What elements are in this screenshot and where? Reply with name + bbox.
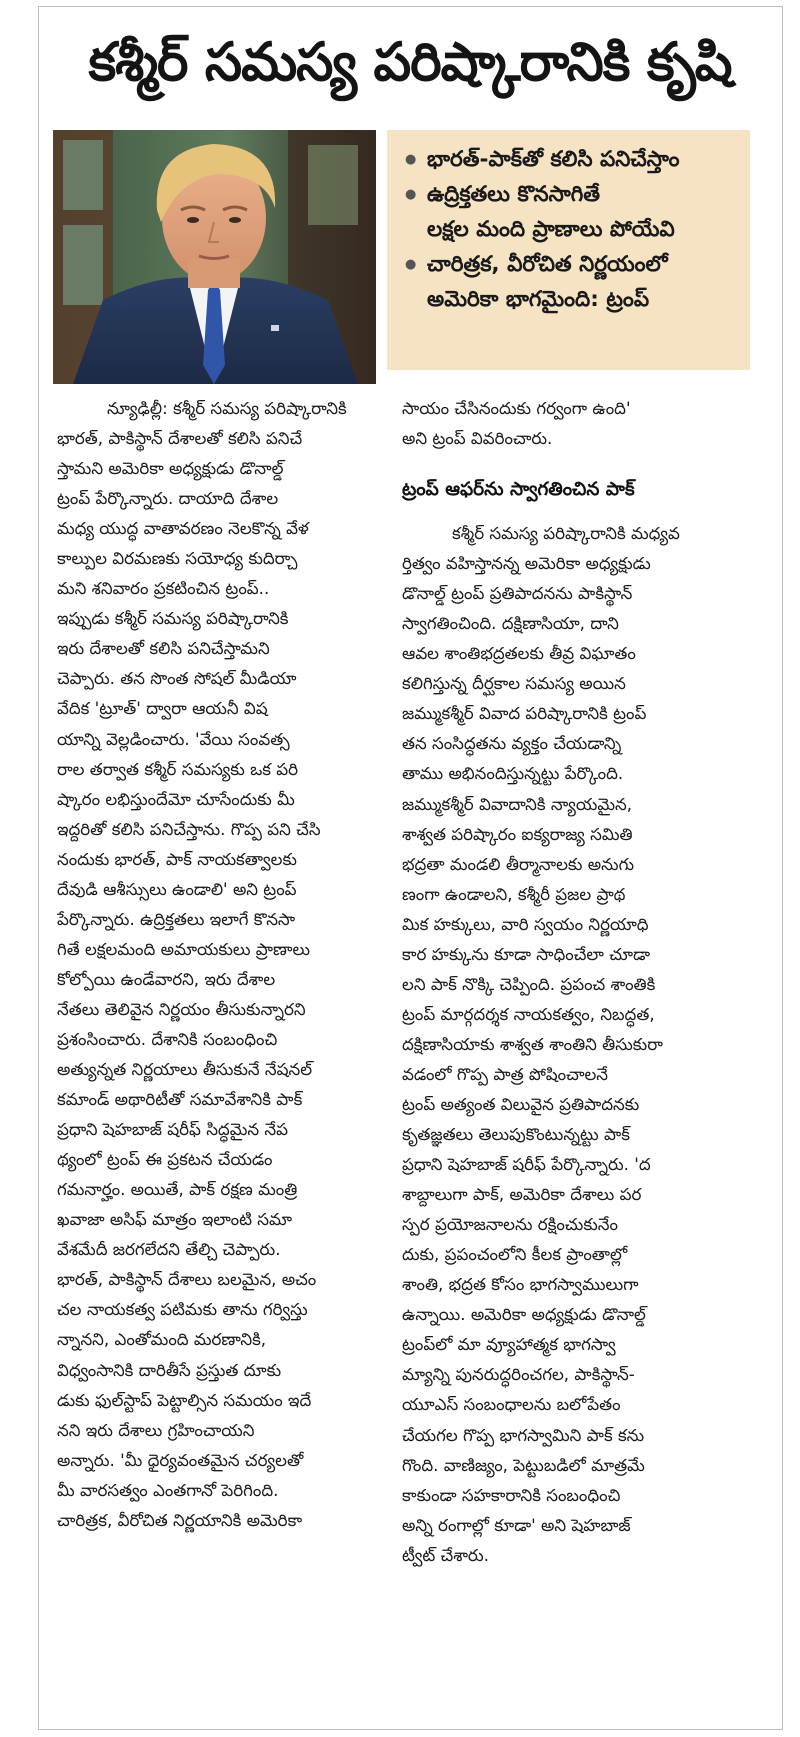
text-line: కలిగిస్తున్న దీర్ఘకాల సమస్య అయిన [402, 673, 626, 694]
text-line: చేయగల గొప్ప భాగస్వామిని పాక్ కను [402, 1424, 645, 1445]
text-line: దుకు, ప్రపంచంలోని కీలక ప్రాంతాల్లో [402, 1244, 628, 1265]
text-line: ఇప్పుడు కశ్మీర్ సమస్య పరిష్కారానికి [57, 608, 289, 629]
news-photo [53, 130, 376, 384]
text-line: తాము అభినందిస్తున్నట్టు పేర్కొంది. [402, 763, 624, 784]
highlights-box [387, 130, 750, 370]
text-line: ట్రంప్ అత్యంత విలువైన ప్రతిపాదనకు [402, 1093, 640, 1114]
text-line: ష్కారం లభిస్తుందేమో చూసేందుకు మీ [57, 788, 295, 809]
article-continuation [402, 393, 749, 453]
text-line: తన సంసిద్ధతను వ్యక్తం చేయడాన్ని [402, 733, 622, 754]
text-line: మధ్య యుద్ధ వాతావరణం నెలకొన్న వేళ [57, 518, 309, 539]
text-line: ట్రంప్ పేర్కొన్నారు. దాయాది దేశాల [57, 488, 279, 509]
text-line: అన్నారు. 'మీ ధైర్యవంతమైన చర్యలతో [57, 1449, 304, 1470]
text-line: ట్రంప్ మార్గదర్శక నాయకత్వం, నిబద్ధత, [402, 1003, 655, 1024]
text-line: ఇద్దరితో కలిసి పనిచేస్తాను. గొప్ప పని చేసి [57, 818, 321, 839]
article-column-right [402, 393, 749, 1570]
text-line: కశ్మీర్ సమస్య పరిష్కారానికి మధ్యవ [452, 523, 680, 544]
text-line: కాకుండా సహకారానికి సంబంధించి [402, 1484, 621, 1505]
text-line: భారత్, పాకిస్థాన్ దేశాలతో కలిసి పనిచే [57, 428, 303, 449]
text-line: వడంలో గొప్ప పాత్ర పోషించాలనే [402, 1063, 609, 1084]
text-line: చారిత్రక, వీరోచిత నిర్ణయానికి అమెరికా [57, 1509, 303, 1530]
text-line: నని ఇరు దేశాలు గ్రహించాయని [57, 1419, 255, 1440]
text-line: శాశ్వత పరిష్కారం ఐక్యరాజ్య సమితి [402, 823, 633, 844]
text-line: ఖవాజా అసిఫ్ మాత్రం ఇలాంటి సమా [57, 1209, 292, 1230]
text-line: మీ వారసత్వం ఎంతగానో పెరిగింది. [57, 1479, 279, 1500]
text-line: దక్షిణాసియాకు శాశ్వత శాంతిని తీసుకురా [402, 1033, 663, 1054]
text-line: ఉన్నాయి. అమెరికా అధ్యక్షుడు డొనాల్డ్ [402, 1304, 646, 1325]
text-line: జమ్ముకశ్మీర్ వివాద పరిష్కారానికి ట్రంప్ [402, 703, 647, 724]
text-line: లని పాక్ నొక్కి చెప్పింది. ప్రపంచ శాంతికి [402, 973, 656, 994]
text-line: శాంతి, భద్రత కోసం భాగస్వాములుగా [402, 1274, 639, 1295]
text-line: అని ట్రంప్ వివరించారు. [402, 428, 553, 449]
text-line: న్నానని, ఎంతోమంది మరణానికి, [57, 1329, 267, 1350]
highlight-item: ● భారత్-పాక్‌తో కలిసి పనిచేస్తాం [405, 142, 738, 177]
text-line: మని శనివారం ప్రకటించిన ట్రంప్.. [57, 578, 270, 599]
article-body-left [57, 393, 404, 1535]
text-line: మ్యాన్ని పునరుద్ధరించగల, పాకిస్థాన్- [402, 1364, 635, 1385]
text-line: గమనార్హం. అయితే, పాక్ రక్షణ మంత్రి [57, 1179, 298, 1200]
text-line: దేవుడి ఆశీస్సులు ఉండాలి' అని ట్రంప్ [57, 878, 297, 899]
text-line: ట్రంప్‌లో మా వ్యూహాత్మక భాగస్వా [402, 1334, 616, 1355]
text-line: శాబ్దాలుగా పాక్, అమెరికా దేశాలు పర [402, 1184, 642, 1205]
text-line: సాయం చేసినందుకు గర్వంగా ఉంది' [402, 398, 631, 418]
subheading: ట్రంప్ ఆఫర్‌ను స్వాగతించిన పాక్ [402, 479, 635, 501]
text-line: నేతలు తెలివైన నిర్ణయం తీసుకున్నారని [57, 998, 306, 1019]
text-line: గితే లక్షలమంది అమాయకులు ప్రాణాలు [57, 938, 311, 959]
text-line: ప్రశంసించారు. దేశానికి సంబంధించి [57, 1028, 278, 1049]
text-line: వేశమేదీ జరగలేదని తేల్చి చెప్పారు. [57, 1239, 281, 1260]
text-line: స్తామని అమెరికా అధ్యక్షుడు డొనాల్డ్ [57, 458, 284, 479]
text-line: డుకు ఫుల్‌స్టాప్ పెట్టాల్సిన సమయం ఇదే [57, 1389, 312, 1410]
text-line: ఆవల శాంతిభద్రతలకు తీవ్ర విఘాతం [402, 643, 636, 664]
text-line: కార హక్కును కూడా సాధించేలా చూడా [402, 943, 651, 964]
text-line: కాల్పుల విరమణకు సయోధ్య కుదిర్చా [57, 548, 298, 569]
text-line: ణంగా ఉండాలని, కశ్మీరీ ప్రజల ప్రాథ [402, 883, 626, 904]
text-line: చెప్పారు. తన సొంత సోషల్ మీడియా [57, 668, 297, 689]
text-line: ప్రధాని షెహబాజ్ షరీఫ్ పేర్కొన్నారు. 'ద [402, 1154, 651, 1175]
text-line: స్వాగతించింది. దక్షిణాసియా, దాని [402, 613, 619, 634]
text-line: రాల తర్వాత కశ్మీర్ సమస్యకు ఒక పరి [57, 758, 299, 779]
text-line: జమ్ముకశ్మీర్ వివాదానికి న్యాయమైన, [402, 793, 632, 814]
text-line: మిక హక్కులు, వారి స్వయం నిర్ణయాధి [402, 913, 649, 934]
text-line: అన్ని రంగాల్లో కూడా' అని షెహబాజ్ [402, 1514, 631, 1535]
text-line: నందుకు భారత్, పాక్ నాయకత్వాలకు [57, 848, 297, 869]
article-body-right [402, 518, 749, 1570]
text-line: గొంది. వాణిజ్యం, పెట్టుబడిలో మాత్రమే [402, 1454, 645, 1475]
text-line: యూఎస్ సంబంధాలను బలోపేతం [402, 1394, 621, 1415]
text-line: డొనాల్డ్ ట్రంప్ ప్రతిపాదనను పాకిస్థాన్ [402, 583, 633, 604]
text-line: స్పర ప్రయోజనాలను రక్షించుకునేం [402, 1214, 618, 1235]
text-line: ప్రధాని షెహబాజ్ షరీఫ్ సిద్ధమైన నేప [57, 1119, 288, 1140]
text-line: ఇరు దేశాలతో కలిసి పనిచేస్తామని [57, 638, 270, 659]
highlight-item: ● ఉద్రిక్తతలు కొనసాగితే లక్షల మంది ప్రాణాలు పోయేవి [405, 177, 738, 247]
text-line: పేర్కొన్నారు. ఉద్రిక్తతలు ఇలాగే కొనసా [57, 908, 296, 929]
text-line: కోల్పోయి ఉండేవారని, ఇరు దేశాల [57, 968, 276, 989]
article-column-left [57, 393, 404, 1535]
text-line: కృతజ్ఞతలు తెలుపుకొంటున్నట్టు పాక్ [402, 1124, 630, 1145]
text-line: వేదిక 'ట్రూత్' ద్వారా ఆయనీ విష [57, 698, 268, 719]
text-line: భారత్, పాకిస్థాన్ దేశాలు బలమైన, అచం [57, 1269, 317, 1290]
text-line: యాన్ని వెల్లడించారు. 'వేయి సంవత్స [57, 728, 290, 749]
text-line: న్యూఢిల్లీ: కశ్మీర్ సమస్య పరిష్కారానికి [107, 398, 347, 418]
text-line: విధ్వంసానికి దారితీసే ప్రస్తుత దూకు [57, 1359, 282, 1380]
text-line: ర్తిత్వం వహిస్తానన్న అమెరికా అధ్యక్షుడు [402, 553, 651, 574]
text-line: కమాండ్ అథారిటీతో సమావేశానికి పాక్ [57, 1089, 303, 1110]
text-line: చల నాయకత్వ పటిమకు తాను గర్విస్తు [57, 1299, 308, 1320]
text-line: అత్యున్నత నిర్ణయాలు తీసుకునే నేషనల్ [57, 1059, 313, 1080]
highlight-item: ● చారిత్రక, వీరోచిత నిర్ణయంలో అమెరికా భాగమైంది: ట్రంప్ [405, 247, 738, 317]
text-line: ట్వీట్ చేశారు. [402, 1544, 489, 1565]
text-line: థ్యంలో ట్రంప్ ఈ ప్రకటన చేయడం [57, 1149, 273, 1170]
text-line: భద్రతా మండలి తీర్మానాలకు అనుగు [402, 853, 635, 874]
headline: కశ్మీర్ సమస్య పరిష్కారానికి కృషి [88, 32, 732, 93]
portrait-image [53, 130, 376, 384]
